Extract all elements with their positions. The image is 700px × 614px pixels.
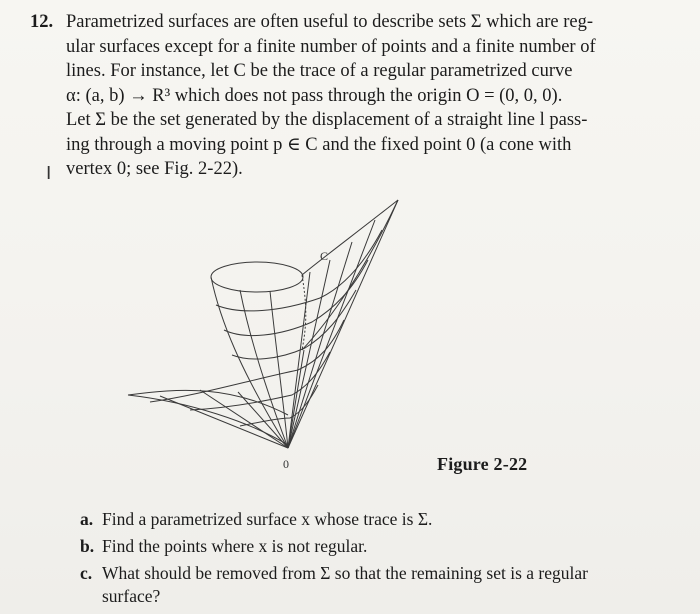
cone-ruling — [288, 200, 398, 448]
vertex-label: 0 — [283, 457, 289, 470]
part-b — [80, 535, 367, 558]
cone-section — [240, 385, 318, 426]
cone-ruling — [160, 396, 288, 448]
part-label: a. — [80, 509, 94, 529]
cone-ruling — [288, 350, 304, 448]
part-label: b. — [80, 536, 95, 556]
curve-label: C — [320, 249, 329, 263]
part-c — [80, 562, 588, 585]
cone-figure — [120, 190, 420, 470]
part-text: Find the points where x is not regular. — [102, 536, 368, 556]
part-a — [80, 508, 432, 531]
problem-line: lines. For instance, let C be the trace of a regular parametrized curve — [66, 61, 573, 81]
text-cursor-icon: I — [46, 163, 52, 184]
problem-line: ular surfaces except for a finite number of points and a finite number of — [66, 36, 596, 57]
cone-section — [232, 290, 356, 359]
cone-section — [224, 260, 368, 336]
part-label: c. — [80, 563, 93, 583]
problem-line: ing through a moving point p ∈ C and the fixed point 0 (a cone with — [66, 134, 572, 155]
problem-number: 12. — [30, 12, 54, 32]
part-c-continuation: surface? — [102, 586, 161, 606]
left-sheet-bottom — [128, 395, 288, 445]
problem-line: α: (a, b) → R³ which does not pass through the origin O = (0, 0, 0). — [66, 85, 563, 106]
problem-line: Let Σ be the set generated by the displacement of a straight line l pass- — [66, 110, 588, 130]
problem-line: Parametrized surfaces are often useful to describe sets Σ which are reg- — [66, 12, 593, 32]
cone-top-ellipse — [211, 262, 303, 292]
curve-c-upper — [302, 200, 398, 275]
problem-line: vertex 0; see Fig. 2-22). — [66, 159, 243, 179]
part-text: Find a parametrized surface x whose trace is Σ. — [102, 509, 433, 529]
figure-caption: Figure 2-22 — [437, 454, 528, 474]
cone-ruling — [288, 220, 375, 448]
part-text: What should be removed from Σ so that the remaining set is a regular — [102, 563, 588, 583]
cone-ruling — [288, 242, 352, 448]
cone-ruling — [288, 272, 310, 448]
